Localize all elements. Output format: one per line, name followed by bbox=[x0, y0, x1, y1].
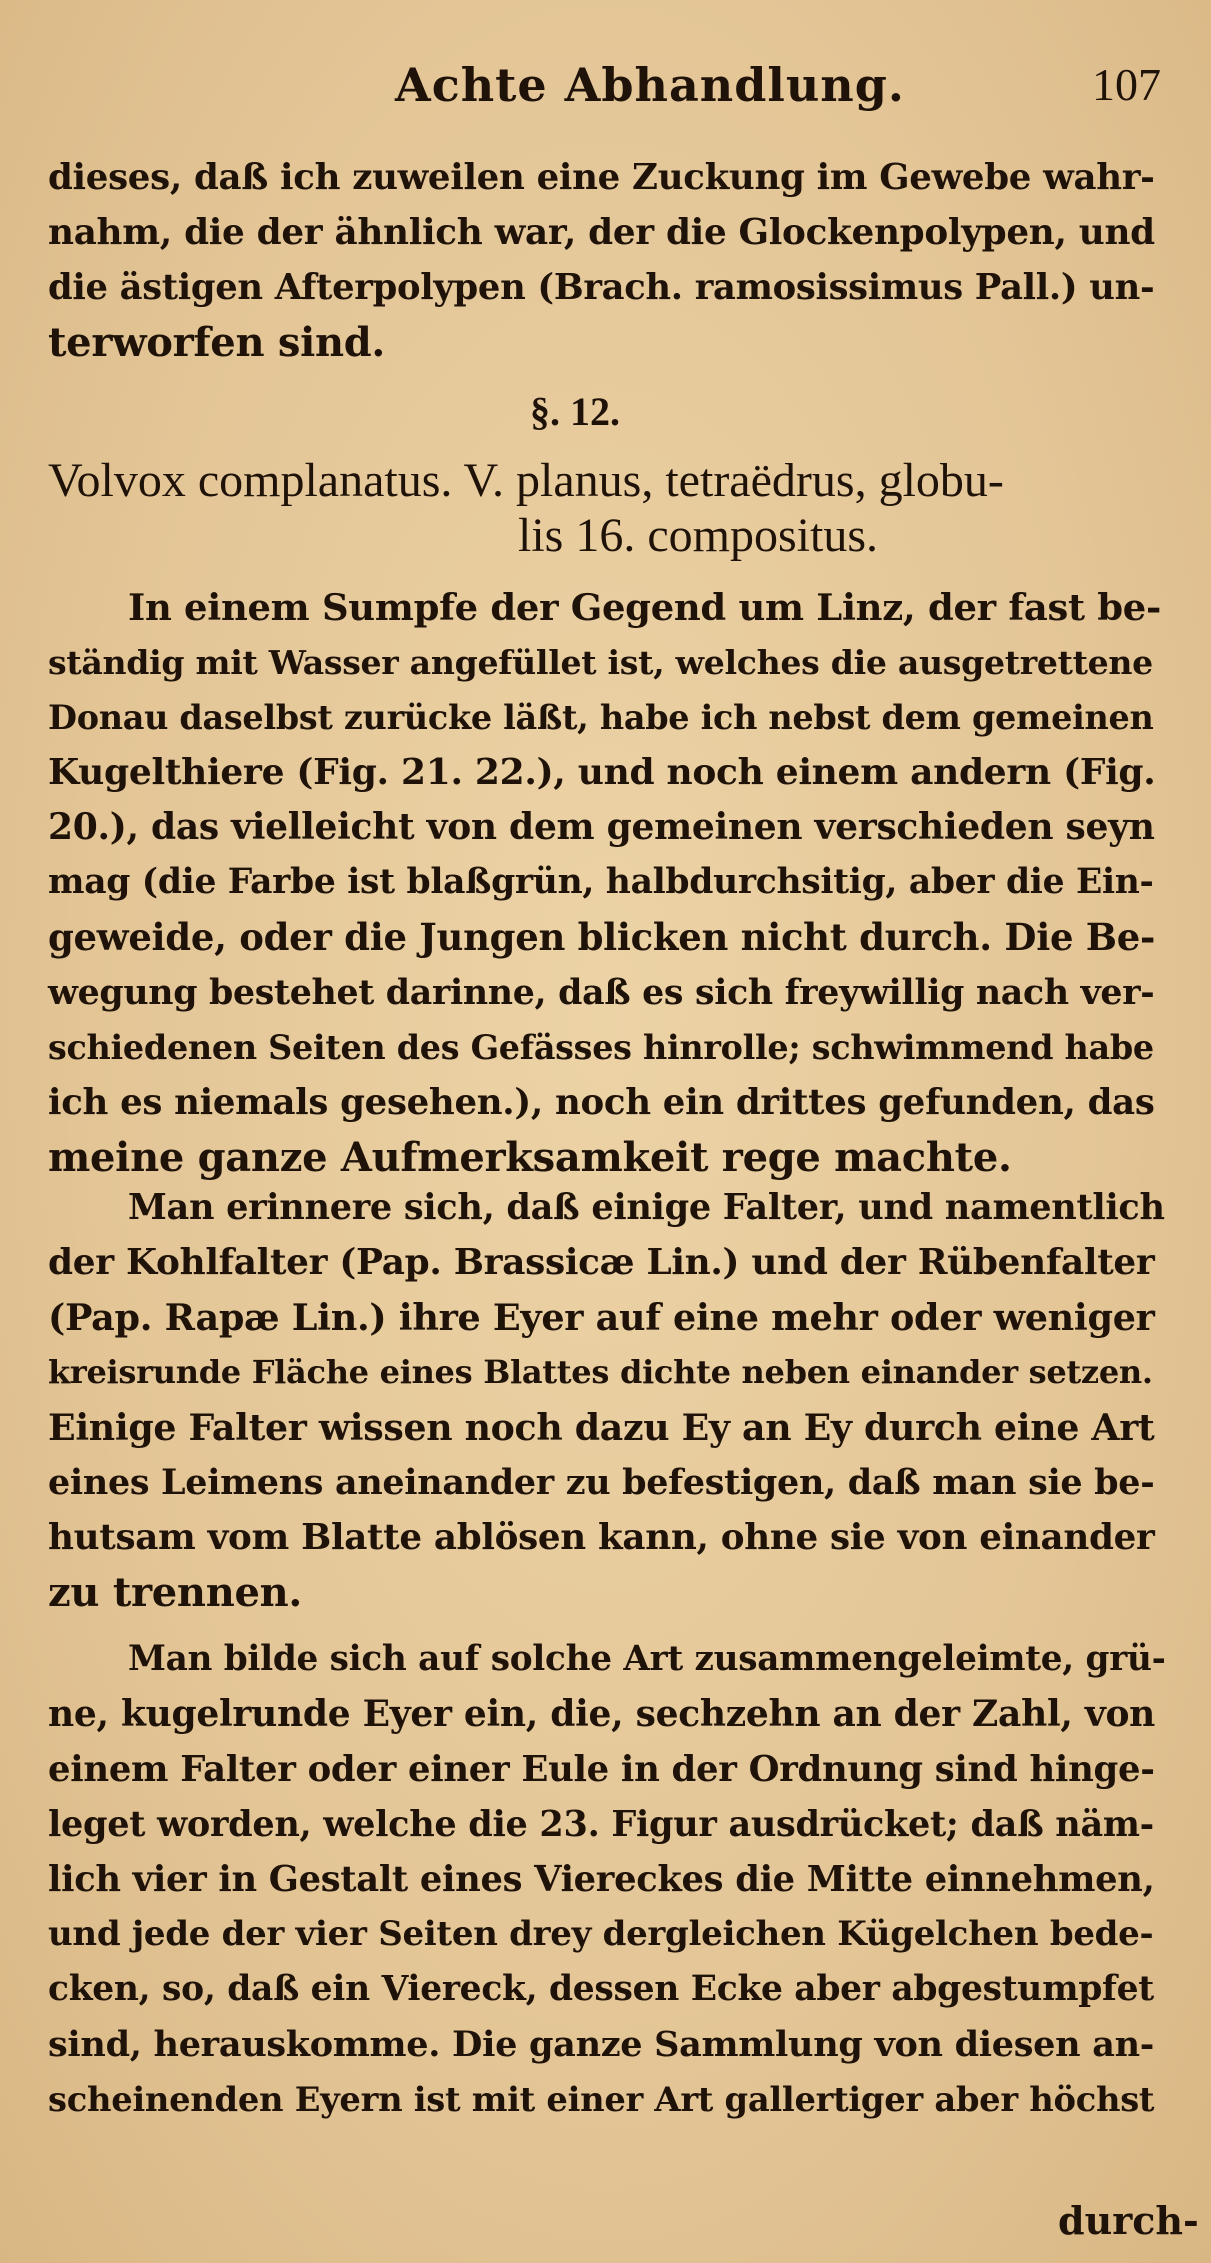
text-line: Einige Falter wissen noch dazu Ey an Ey durch eine Art bbox=[48, 1406, 1155, 1449]
running-head bbox=[0, 58, 1211, 118]
text-line: ständig mit Wasser angefüllet ist, welches die ausgetrettene bbox=[48, 643, 1153, 682]
text-line: Man bilde sich auf solche Art zusammengeleimte, grü- bbox=[128, 1639, 1166, 1679]
text-line: 20.), das vielleicht von dem gemeinen verschieden seyn bbox=[48, 806, 1155, 848]
running-title: Achte Abhandlung. bbox=[395, 58, 905, 112]
section-heading bbox=[48, 452, 1168, 562]
text-line: In einem Sumpfe der Gegend um Linz, der fast be- bbox=[128, 585, 1161, 629]
text-line: meine ganze Aufmerksamkeit rege machte. bbox=[48, 1134, 1012, 1181]
text-line: geweide, oder die Jungen blicken nicht durch. Die Be- bbox=[48, 915, 1155, 959]
text-line: der Kohlfalter (Pap. Brassicæ Lin.) und der Rübenfalter bbox=[48, 1241, 1155, 1283]
text-line: Donau daselbst zurücke läßt, habe ich nebst dem gemeinen bbox=[48, 698, 1154, 737]
text-line: leget worden, welche die 23. Figur ausdrücket; daß näm- bbox=[48, 1804, 1154, 1845]
text-line: wegung bestehet darinne, daß es sich freywillig nach ver- bbox=[48, 972, 1155, 1013]
text-line: cken, so, daß ein Viereck, dessen Ecke aber abgestumpfet bbox=[48, 1969, 1154, 2009]
text-line: zu trennen. bbox=[48, 1569, 303, 1616]
text-line: hutsam vom Blatte ablösen kann, ohne sie von einander bbox=[48, 1516, 1155, 1558]
catchword: durch- bbox=[1058, 2198, 1199, 2243]
text-line: scheinenden Eyern ist mit einer Art gallertiger aber höchst bbox=[48, 2079, 1155, 2119]
text-line: ne, kugelrunde Eyer ein, die, sechzehn an der Zahl, von bbox=[48, 1693, 1156, 1735]
paragraph-1 bbox=[48, 580, 1168, 1185]
text-line: mag (die Farbe ist blaßgrün, halbdurchsitig, aber die Ein- bbox=[48, 862, 1154, 902]
text-line: einem Falter oder einer Eule in der Ordnung sind hinge- bbox=[48, 1749, 1155, 1790]
heading-line-1: Volvox complanatus. V. planus, tetraëdrus, globu- bbox=[48, 454, 1004, 507]
text-line: Kugelthiere (Fig. 21. 22.), und noch einem andern (Fig. bbox=[48, 751, 1156, 793]
text-line: Man erinnere sich, daß einige Falter, und namentlich bbox=[128, 1187, 1165, 1228]
text-line: sind, herauskomme. Die ganze Sammlung von diesen an- bbox=[48, 2024, 1154, 2065]
text-line: nahm, die der ähnlich war, der die Glockenpolypen, und bbox=[48, 211, 1155, 253]
paragraph-continuation bbox=[48, 150, 1168, 370]
text-line: eines Leimens aneinander zu befestigen, daß man sie be- bbox=[48, 1462, 1155, 1503]
text-line: die ästigen Afterpolypen (Brach. ramosissimus Pall.) un- bbox=[48, 267, 1155, 308]
text-line: ich es niemals gesehen.), noch ein drittes gefunden, das bbox=[48, 1082, 1155, 1123]
text-line: kreisrunde Fläche eines Blattes dichte neben einander setzen. bbox=[48, 1353, 1153, 1391]
heading-line-2: lis 16. compositus. bbox=[518, 509, 879, 562]
paragraph-3 bbox=[48, 1632, 1168, 2127]
text-line: und jede der vier Seiten drey dergleichen Kügelchen bede- bbox=[48, 1914, 1154, 1954]
page-number: 107 bbox=[1092, 59, 1161, 110]
text-line: dieses, daß ich zuweilen eine Zuckung im Gewebe wahr- bbox=[48, 157, 1155, 198]
text-line: schiedenen Seiten des Gefässes hinrolle; schwimmend habe bbox=[48, 1028, 1154, 1067]
section-number: §. 12. bbox=[530, 389, 620, 434]
paragraph-2 bbox=[48, 1180, 1168, 1620]
text-line: terworfen sind. bbox=[48, 319, 386, 366]
text-line: lich vier in Gestalt eines Viereckes die Mitte einnehmen, bbox=[48, 1859, 1155, 1900]
text-line: (Pap. Rapæ Lin.) ihre Eyer auf eine mehr oder weniger bbox=[48, 1296, 1155, 1339]
